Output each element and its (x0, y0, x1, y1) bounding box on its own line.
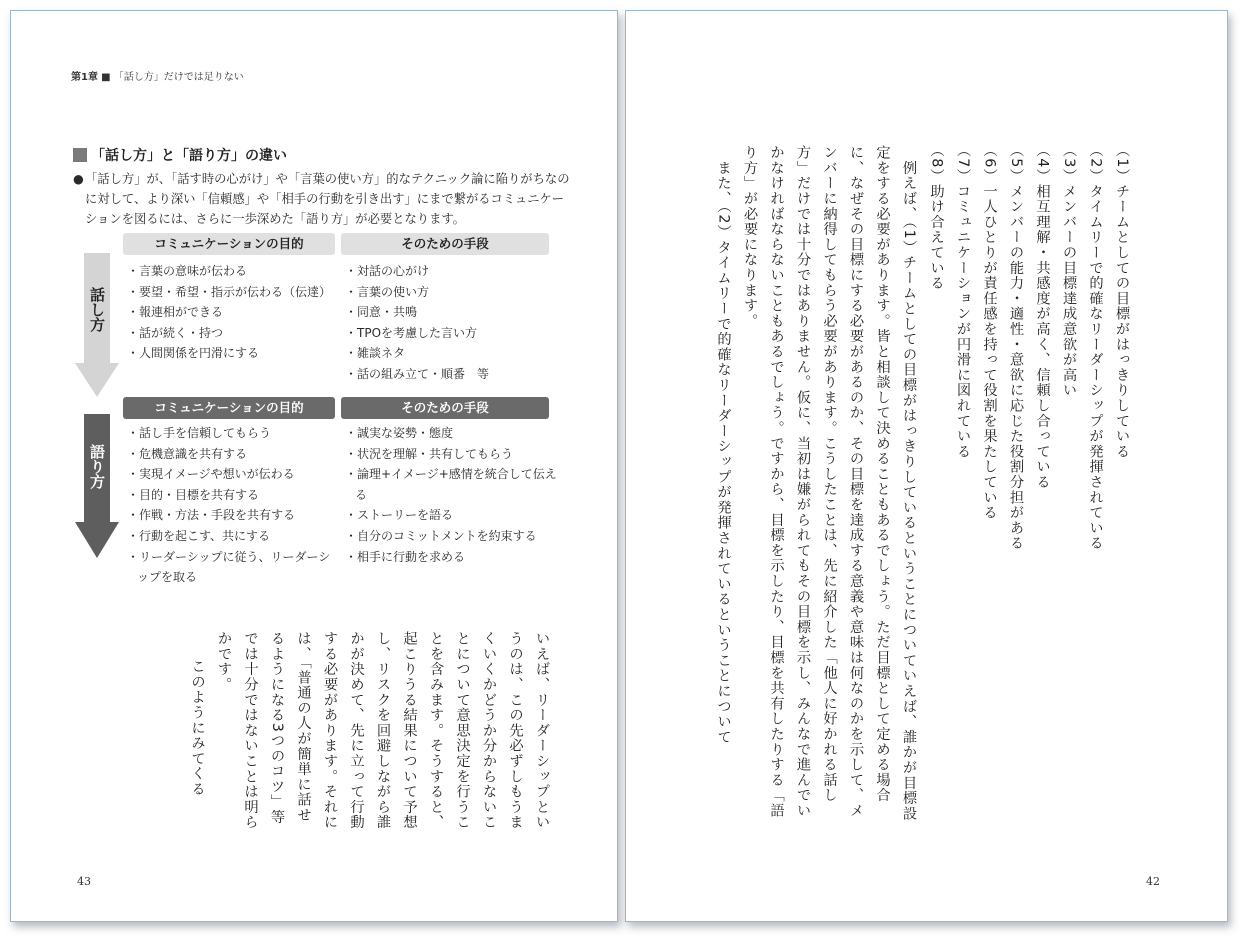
katarikata-label: 語り方 (88, 444, 106, 489)
list-item: ・作戦・方法・手段を共有する (127, 508, 296, 523)
list-item: ・誠実な姿勢・態度 (345, 426, 454, 440)
list-item: ・言葉の意味が伝わる (127, 264, 248, 278)
list-item: ・話の組み立て・順番 等 (345, 366, 490, 381)
list-item: ・リーダーシップに従う、リーダーシップを取る (127, 549, 331, 585)
list-item: ・報連相ができる (127, 305, 224, 320)
upper-purpose-list (127, 261, 332, 364)
down-arrow-icon (75, 522, 119, 558)
list-item: ・話が続く・持つ (127, 325, 224, 340)
list-item: ・相手に行動を求める (345, 549, 466, 564)
list-item: ・話し手を信頼してもらう (127, 426, 272, 440)
hanashikata-label: 話し方 (88, 287, 106, 332)
list-item: （2）タイムリーで的確なリーダーシップが発揮されている (1087, 143, 1104, 551)
upper-purpose-header: コミュニケーションの目的 (123, 233, 335, 255)
chapter-number: 第1章 (71, 72, 98, 83)
list-item: ・論理+イメージ+感情を統合して伝える (345, 467, 557, 502)
page-number: 42 (1146, 875, 1160, 888)
body-paragraph: このようにみてくる (189, 659, 206, 797)
list-item: ・目的・目標を共有する (127, 487, 260, 502)
right-page (625, 10, 1228, 922)
list-item: ・危機意識を共有する (127, 446, 248, 461)
list-item: （8）助け合えている (928, 143, 945, 291)
lower-purpose-list (127, 423, 335, 588)
bullet-icon: ● (73, 172, 84, 186)
hanashikata-arrow (75, 253, 119, 397)
list-item: （5）メンバーの能力・適性・意欲に応じた役割分担がある (1008, 143, 1024, 551)
lower-means-header: そのための手段 (341, 397, 549, 419)
list-item: （6）一人ひとりが責任感を持って役割を果たしている (981, 143, 998, 521)
list-item: ・同意・共鳴 (345, 305, 418, 320)
section-heading-text: 「話し方」と「語り方」の違い (91, 148, 287, 164)
right-body-text (710, 145, 922, 825)
body-paragraph: いえば、リーダーシップというのは、この先必ずしもうまくいくかどうか分からないことについて意思決定を行うことを含みます。そうすると、起こりうる結果について予想し、リスクを回避しながら誰かが決めて、先に立って行動する必要があります。それには、「普通の人が簡単に話せるようになる3つのコツ」等では十分ではないことは明らかです。 (216, 631, 550, 830)
list-item: ・ストーリーを語る (345, 508, 454, 523)
upper-means-header: そのための手段 (341, 233, 549, 255)
list-item: （3）メンバーの目標達成意欲が高い (1061, 143, 1077, 398)
team-conditions-list (923, 143, 1135, 613)
running-head (71, 68, 244, 83)
section-heading (73, 145, 287, 165)
body-paragraph: また、（2）タイムリーで的確なリーダーシップが発揮されているということについて (715, 145, 732, 745)
list-item: ・TPOを考慮した言い方 (345, 325, 478, 340)
lead-text: 「話し方」が、「話す時の心がけ」や「言葉の使い方」的なテクニック論に陥りがちなのに対して、より深い「信頼感」や「相手の行動を引き出す」にまで繋がるコミュニケーションを図るには、さらに一歩深めた「語り方」が必要となります。 (85, 172, 570, 226)
body-paragraph: 例えば、（1）チームとしての目標がはっきりしているということについていえば、誰かが目標設定をする必要があります。皆と相談して決めることもあるでしょう。ただ目標として定める場合に、なぜその目標にする必要があるのか、その目標を達成する意義や意味は何なのかを示して、メンバーに納得してもらう必要があります。こうしたことは、先に紹介した「他人に好かれる話し方」だけでは十分ではありません。仮に、当初は嫌がられてもその目標を示し、みんなで進んでいかなければならないこともあるでしょう。ですから、目標を示したり、目標を共有したりする「語り方」が必要になります。 (742, 145, 917, 822)
page-number: 43 (77, 875, 91, 888)
upper-means-list (345, 261, 550, 385)
down-arrow-icon (75, 363, 119, 397)
heading-square-icon (73, 148, 87, 162)
katarikata-arrow (75, 414, 119, 558)
list-item: （7）コミュニケーションが円滑に図れている (955, 143, 971, 460)
left-body-text (184, 631, 555, 836)
lead-paragraph (73, 169, 573, 229)
list-item: ・人間関係を円滑にする (127, 346, 260, 361)
left-page (10, 10, 618, 922)
list-item: ・言葉の使い方 (345, 284, 430, 299)
list-item: （1）チームとしての目標がはっきりしている (1114, 143, 1130, 460)
list-item: ・対話の心がけ (345, 264, 430, 278)
list-item: ・行動を起こす、共にする (127, 528, 271, 543)
lower-purpose-header: コミュニケーションの目的 (123, 397, 335, 419)
list-item: ・自分のコミットメントを約束する (345, 528, 537, 543)
running-head-separator: ■ (101, 72, 111, 83)
chapter-title: 「話し方」だけでは足りない (113, 72, 244, 83)
list-item: （4）相互理解・共感度が高く、信頼し合っている (1034, 143, 1051, 490)
list-item: ・要望・希望・指示が伝わる（伝達） (127, 284, 332, 299)
list-item: ・実現イメージや想いが伝わる (127, 467, 295, 482)
list-item: ・雑談ネタ (345, 346, 406, 361)
lower-means-list (345, 423, 557, 567)
list-item: ・状況を理解・共有してもらう (345, 446, 514, 461)
